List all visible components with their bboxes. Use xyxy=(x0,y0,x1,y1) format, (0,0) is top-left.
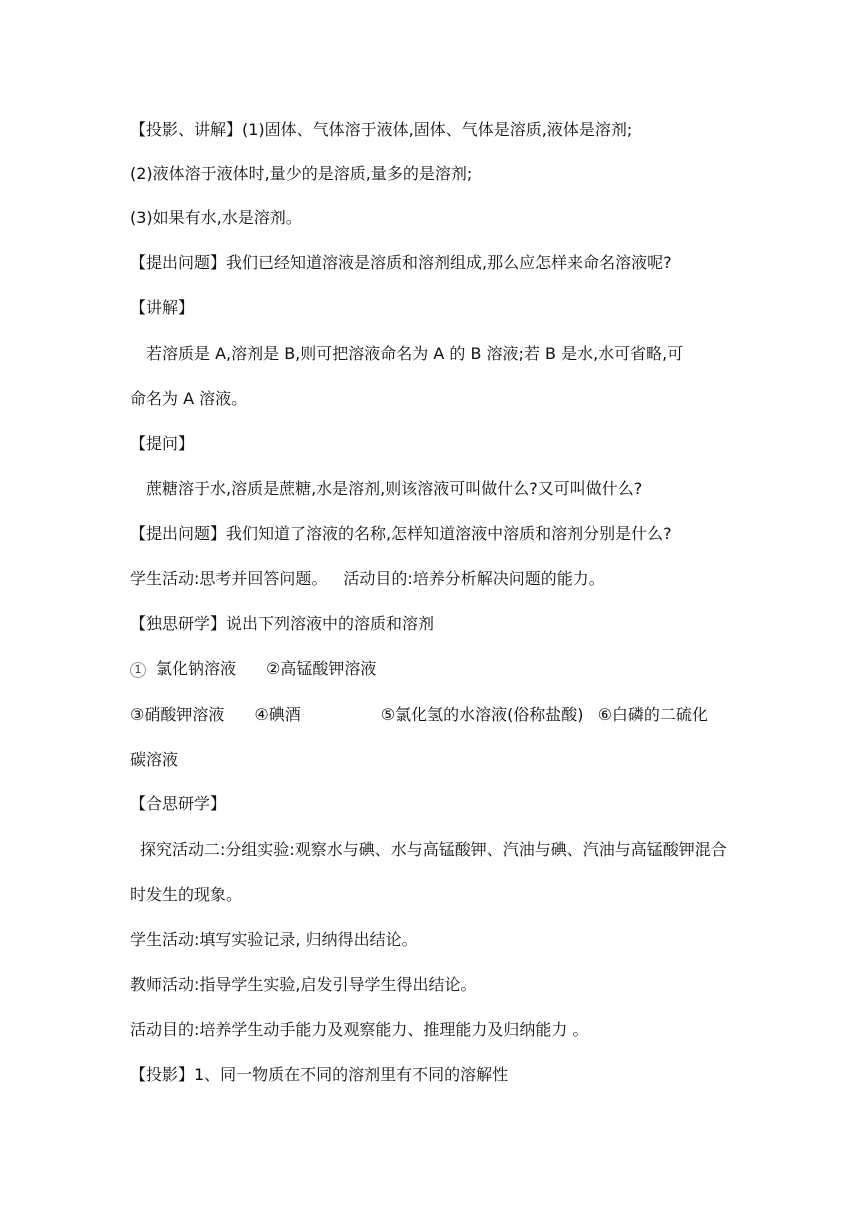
ask-text: 蔗糖溶于水,溶质是蔗糖,水是溶剂,则该溶液可叫做什么?又可叫做什么? xyxy=(146,479,643,498)
item-potassium-nitrate: ③硝酸钾溶液 xyxy=(130,705,225,724)
inquiry-activity-2: 探究活动二:分组实验:观察水与碘、水与高锰酸钾、汽油与碘、汽油与高锰酸钾混合 xyxy=(140,840,727,859)
question-naming-solution: 【提出问题】我们已经知道溶液是溶质和溶剂组成,那么应怎样来命名溶液呢? xyxy=(130,253,672,272)
item-white-phosphorus: ⑥白磷的二硫化 xyxy=(597,705,708,724)
explanation-text-1: 若溶质是 A,溶剂是 B,则可把溶液命名为 A 的 B 溶液;若 B 是水,水可省略,可 xyxy=(146,344,684,363)
item-number-1: 1 xyxy=(130,662,146,678)
cooperative-study-heading: 【合思研学】 xyxy=(130,794,227,813)
explanation-heading: 【讲解】 xyxy=(130,298,195,317)
inquiry-activity-2-cont: 时发生的现象。 xyxy=(130,885,243,904)
student-activity: 学生活动:思考并回答问题。 xyxy=(130,569,328,588)
ask-heading: 【提问】 xyxy=(130,434,195,453)
projection-explanation-1: 【投影、讲解】(1)固体、气体溶于液体,固体、气体是溶质,液体是溶剂; xyxy=(130,120,633,139)
activity-purpose: 活动目的:培养分析解决问题的能力。 xyxy=(343,569,605,588)
student-activity-2: 学生活动:填写实验记录, 归纳得出结论。 xyxy=(130,930,418,949)
item-hydrochloric-acid: ⑤氯化氢的水溶液(俗称盐酸) xyxy=(380,705,584,724)
item-potassium-permanganate: ②高锰酸钾溶液 xyxy=(266,659,377,678)
activity-purpose-2: 活动目的:培养学生动手能力及观察能力、推理能力及归纳能力 。 xyxy=(130,1020,589,1039)
question-solute-solvent: 【提出问题】我们知道了溶液的名称,怎样知道溶液中溶质和溶剂分别是什么? xyxy=(130,524,672,543)
solution-list-row-1 xyxy=(130,658,750,680)
item-sodium-chloride: 氯化钠溶液 xyxy=(156,659,237,678)
explanation-text-2: 命名为 A 溶液。 xyxy=(130,389,248,408)
independent-study-heading: 【独思研学】说出下列溶液中的溶质和溶剂 xyxy=(130,614,435,633)
item-iodine-tincture: ④碘酒 xyxy=(254,705,301,724)
projection-point-1: 【投影】1、同一物质在不同的溶剂里有不同的溶解性 xyxy=(130,1065,509,1084)
solution-list-row-2 xyxy=(130,704,750,726)
teacher-activity: 教师活动:指导学生实验,启发引导学生得出结论。 xyxy=(130,975,477,994)
projection-explanation-2: (2)液体溶于液体时,量少的是溶质,量多的是溶剂; xyxy=(130,164,473,183)
student-activity-line xyxy=(130,568,750,590)
solution-list-row-3: 碳溶液 xyxy=(130,750,179,769)
projection-explanation-3: (3)如果有水,水是溶剂。 xyxy=(130,208,302,227)
